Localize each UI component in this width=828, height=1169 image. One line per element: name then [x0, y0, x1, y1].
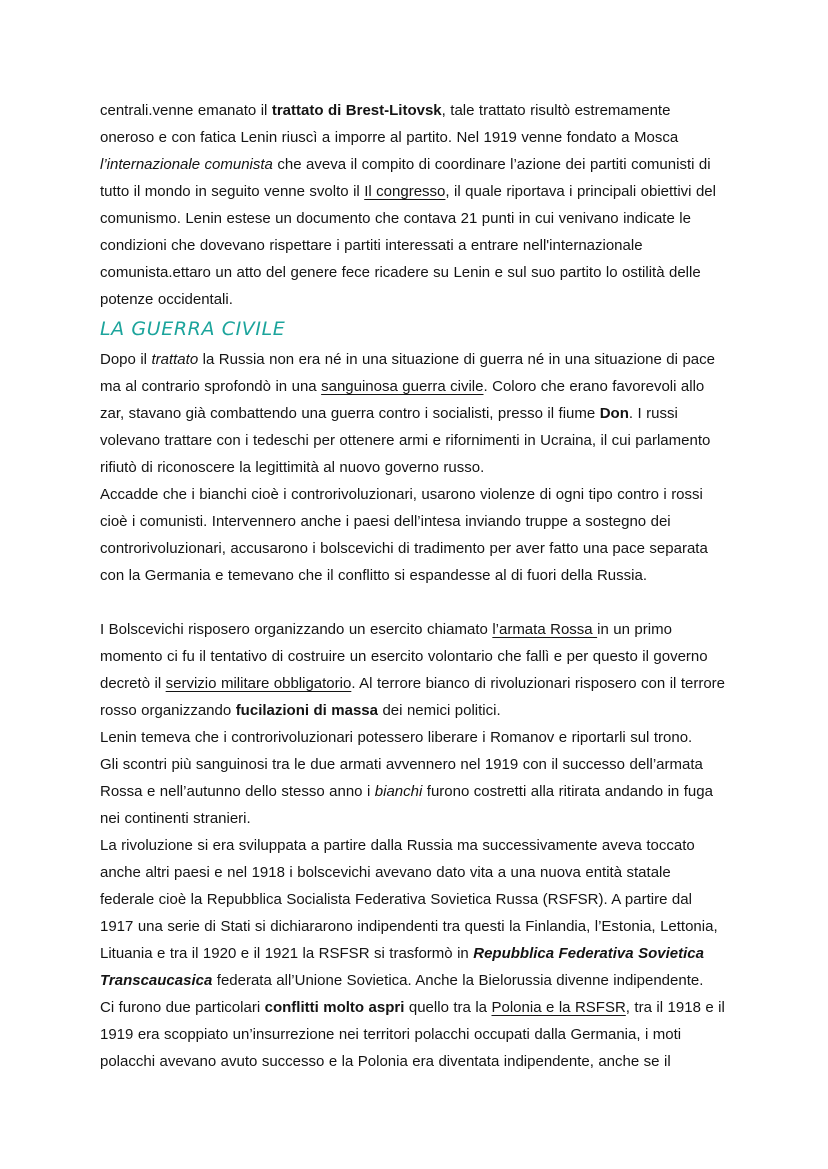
- text-run: Dopo il: [100, 351, 152, 368]
- blank-line: [100, 589, 728, 616]
- text-run: centrali.venne emanato il: [100, 102, 272, 119]
- text-run: conflitti molto aspri: [264, 999, 405, 1016]
- text-run: in un primo momento ci fu il tentativo di costruire un esercito volontario che fallì e per questo il governo decretò il: [100, 621, 708, 692]
- text-run: l’armata Rossa: [492, 621, 598, 638]
- text-run: trattato: [151, 351, 199, 368]
- text-run: Ci furono due particolari: [100, 999, 265, 1016]
- text-run: furono costretti alla ritirata andando in fuga nei continenti stranieri.: [100, 783, 713, 827]
- text-run: Accadde che i bianchi cioè i controrivoluzionari, usarono violenze di ogni tipo contro i rossi cioè i comunisti. Intervennero anche i paesi dell’intesa inviando truppe a sostegno dei controrivoluzionari, accusarono i bolscevichi di tradimento per aver fatto una pace separata con la Germania e temevano che il conflitto si espandesse al di fuori della Russia.: [100, 486, 708, 584]
- text-run: La rivoluzione si era sviluppata a partire dalla Russia ma successivamente aveva toccato anche altri paesi e nel 1918 i bolscevichi avevano dato vita a una nuova entità statale federale cioè la Repubblica Socialista Federativa Sovietica Russa (RSFSR). A partire dal 1917 una serie di Stati si dichiararono indipendenti tra questi la Finlandia, l’Estonia, Lettonia, Lituania e tra il 1920 e il 1921 la RSFSR si trasformò in: [100, 837, 718, 962]
- text-run: che aveva il compito di coordinare l’azione dei partiti comunisti di tutto il mondo in seguito venne svolto il: [100, 156, 711, 200]
- text-run: bianchi: [374, 783, 423, 800]
- text-run: . Al terrore bianco di rivoluzionari risposero con il terrore rosso organizzando: [100, 675, 726, 719]
- text-run: Repubblica Federativa Sovietica Transcaucasica: [100, 945, 704, 989]
- section-heading: [100, 314, 728, 344]
- text-run: sanguinosa guerra civile: [321, 378, 484, 395]
- text-run: Polonia e la RSFSR: [491, 999, 626, 1016]
- text-run: federata all’Unione Sovietica. Anche la Bielorussia divenne indipendente.: [212, 972, 704, 989]
- text-run: . Coloro che erano favorevoli allo zar, stavano già combattendo una guerra contro i socialisti, presso il fiume: [100, 378, 705, 422]
- text-run: , il quale riportava i principali obiettivi del comunismo. Lenin estese un documento che contava 21 punti in cui venivano indicate le condizioni che dovevano rispettare i partiti interessati a entrare nell'internazionale comunista.ettaro un atto del genere fece ricadere su Lenin e sul suo partito lo ostilità delle potenze occidentali.: [100, 183, 716, 308]
- text-run: I Bolscevichi risposero organizzando un esercito chiamato: [100, 621, 493, 638]
- text-run: Don: [599, 405, 629, 422]
- paragraph: [100, 346, 728, 589]
- text-run: . I russi volevano trattare con i tedeschi per ottenere armi e rifornimenti in Ucraina, il cui parlamento rifiutò di riconoscere la legittimità al nuovo governo russo.: [100, 405, 711, 476]
- text-run: l’internazionale comunista: [100, 156, 273, 173]
- text-run: trattato di Brest-Litovsk: [271, 102, 442, 119]
- text-run: dei nemici politici.: [378, 702, 501, 719]
- text-run: Il congresso: [364, 183, 446, 200]
- text-run: servizio militare obbligatorio: [165, 675, 352, 692]
- document-content: [100, 97, 728, 1075]
- text-run: , tale trattato risultò estremamente oneroso e con fatica Lenin riuscì a imporre al partito. Nel 1919 venne fondato a Mosca: [100, 102, 679, 146]
- paragraph: [100, 616, 728, 1075]
- text-run: Gli scontri più sanguinosi tra le due armati avvennero nel 1919 con il successo dell’armata Rossa e nell’autunno dello stesso anno i: [100, 756, 703, 800]
- paragraph: [100, 97, 728, 313]
- text-run: , tra il 1918 e il 1919 era scoppiato un’insurrezione nei territori polacchi occupati dalla Germania, i moti polacchi avevano avuto successo e la Polonia era diventata indipendente, anche se il: [100, 999, 725, 1070]
- text-run: fucilazioni di massa: [235, 702, 378, 719]
- text-run: la Russia non era né in una situazione di guerra né in una situazione di pace ma al contrario sprofondò in una: [100, 351, 715, 395]
- text-run: LA GUERRA CIVILE: [100, 318, 286, 340]
- text-run: quello tra la: [404, 999, 492, 1016]
- text-run: Lenin temeva che i controrivoluzionari potessero liberare i Romanov e riportarli sul trono.: [100, 729, 693, 746]
